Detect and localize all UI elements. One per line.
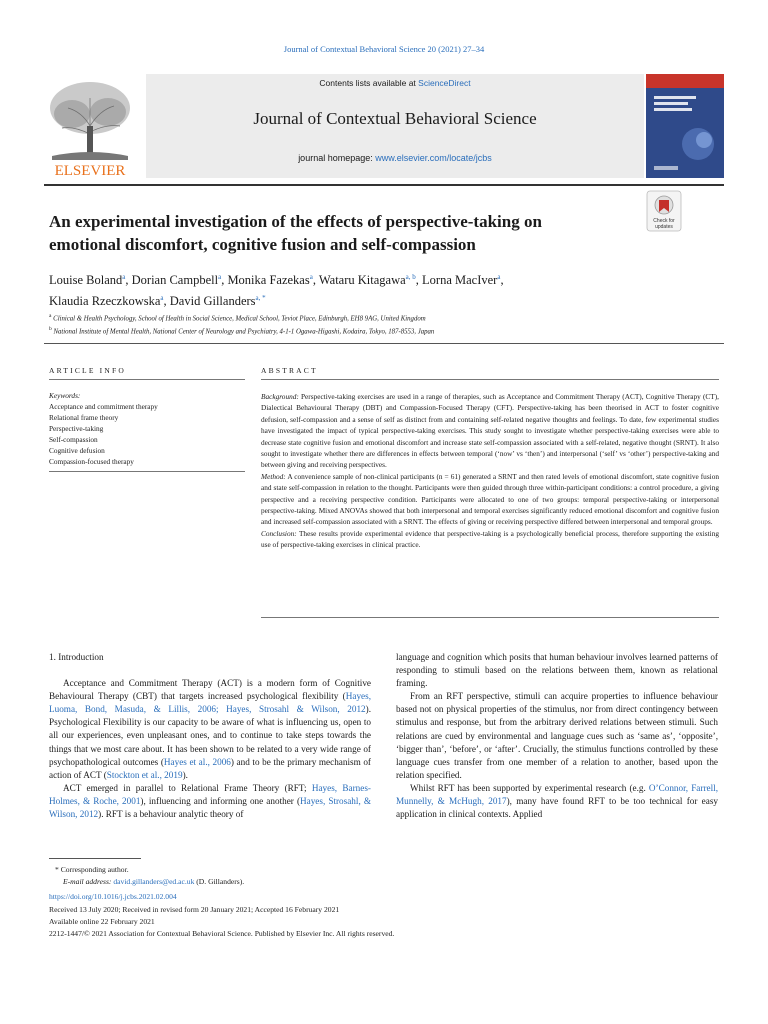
- body-text: Acceptance and Commitment Therapy (ACT) is a modern form of Cognitive Behavioural Therapy (CBT) that targets increased psychological flexibility (: [49, 678, 371, 702]
- journal-citation[interactable]: Journal of Contextual Behavioral Science 20 (2021) 27–34: [283, 44, 485, 54]
- body-paragraph: [49, 782, 371, 821]
- abstract-label: Background:: [261, 392, 299, 401]
- affiliation-label: a: [49, 313, 52, 319]
- affiliation-marker[interactable]: a: [218, 273, 222, 281]
- abstract-heading: ABSTRACT: [261, 366, 318, 375]
- abstract-paragraph: These results provide experimental evidence that perspective-taking is a psychologically beneficial process, therefore supporting the existing use of perspective-taking exercises in clinical practice.: [261, 528, 719, 550]
- affiliation-marker[interactable]: a, b: [405, 273, 416, 281]
- keywords-bottom-rule: [49, 471, 245, 472]
- abstract-conclusion: [261, 528, 719, 551]
- keyword: Perspective-taking: [49, 424, 104, 433]
- citation-link[interactable]: Stockton et al., 2019: [106, 769, 183, 780]
- abstract-label: Conclusion:: [261, 528, 297, 538]
- affiliation: [49, 324, 729, 337]
- citation-link[interactable]: O’Connor, Farrell, Munnelly, & McHugh, 2017: [396, 782, 718, 807]
- keyword: Relational frame theory: [49, 413, 119, 422]
- homepage-line: [146, 153, 644, 163]
- citation-link[interactable]: Hayes, Luoma, Bond, Masuda, & Lillis, 2006; Hayes, Strosahl & Wilson, 2012: [49, 691, 371, 715]
- citation-link[interactable]: Hayes, Barnes-Holmes, & Roche, 2001: [49, 782, 371, 806]
- keywords-block: [49, 390, 245, 467]
- masthead-rule: [44, 184, 724, 186]
- abstract-rule: [261, 379, 719, 380]
- email-suffix: (D. Gillanders).: [194, 877, 245, 887]
- elsevier-wordmark: ELSEVIER: [54, 163, 126, 178]
- affiliation-marker[interactable]: a: [309, 273, 313, 281]
- keyword: Acceptance and commitment therapy: [49, 402, 158, 411]
- abstract-paragraph: A convenience sample of non-clinical participants (n = 61) generated a SRNT and then rated levels of emotional discomfort, state cognitive fusion and state self-compassion in relation to the thought. Participants were then guided through three within-participant conditions: a control procedure, a giving perspective and a receiving perspective condition. Participants were allocated to one of two groups: temporal perspective-taking or interpersonal perspective-taking. Mixed ANOVAs showed that both interpersonal and temporal exercises significantly reduced emotional discomfort and cognitive fusion and increased self-compassion associated with a SRNT. The effects of giving or receiving perspective differed between interpersonal and temporal groups.: [261, 471, 719, 527]
- corresponding-author-note: * Corresponding author.: [55, 865, 129, 874]
- citation-link[interactable]: Hayes, Strosahl, & Wilson, 2012: [49, 795, 371, 820]
- body-paragraph: [396, 782, 718, 821]
- affiliation: [49, 311, 729, 324]
- abstract-method: [261, 471, 719, 528]
- abstract-text: [261, 391, 719, 551]
- body-text: ) and to be the primary mechanism of action of ACT (: [49, 756, 371, 780]
- keyword: Compassion-focused therapy: [49, 457, 134, 466]
- sciencedirect-link[interactable]: ScienceDirect: [418, 78, 471, 88]
- abstract-paragraph: Perspective-taking exercises are used in a range of therapies, such as Acceptance and Commitment Therapy (ACT), Cognitive Therapy (CT), Dialectical Behavioural Therapy (DBT) and Compassion-Focused Therapy (CFT). Perspective-taking has been theorised in ACT to foster cognitive defusion, self-compassion and a sense of self as distinct from and containing self-related negative thoughts and feelings. To date, few experimental studies have investigated the impact of typical perspective-taking exercises. This study sought to investigate whether perspective-taking exercises were able to decrease state cognitive fusion and emotional discomfort and increase state self-compassion associated with a self-related, negative thought (SRNT). It also sought to investigate whether there are differences in effects between temporal (‘now’ vs ‘then’) and interpersonal (‘self’ vs ‘other’) perspective-taking and between giving and receiving perspectives.: [261, 392, 719, 470]
- affiliation-label: b: [49, 326, 52, 333]
- author-name: Louise Boland: [49, 273, 123, 288]
- affiliation-marker[interactable]: a, *: [255, 294, 266, 303]
- article-info-rule: [49, 379, 245, 380]
- affiliation-marker[interactable]: a: [122, 273, 126, 281]
- affiliation-marker[interactable]: a: [497, 273, 501, 281]
- body-text: ), many have found RFT to be too technical for easy application in clinical contexts. Applied: [396, 796, 718, 820]
- abstract-bottom-rule: [261, 617, 719, 618]
- footnote-rule: [49, 858, 141, 859]
- journal-name: Journal of Contextual Behavioral Science: [253, 109, 537, 128]
- journal-masthead: [44, 74, 724, 178]
- body-column-left: [49, 651, 371, 821]
- doi-link[interactable]: https://doi.org/10.1016/j.jcbs.2021.02.004: [49, 892, 177, 902]
- email-line: [49, 876, 719, 888]
- keyword: Cognitive defusion: [49, 446, 105, 455]
- authors-line-1: Louise Boland$^a$, Dorian Campbell$^a$, Monika Fazekas$^a$, Wataru Kitagawa$^{a, b}$, Lorna MacIver$^a$,: [49, 273, 504, 288]
- authors-line-2: Klaudia Rzeczkowska$^a$, David Gillanders$^{a, *}$: [49, 294, 266, 309]
- contents-prefix: Contents lists available at: [319, 78, 419, 88]
- header-bottom-rule: [44, 343, 724, 344]
- check-for-updates-badge[interactable]: [646, 190, 682, 232]
- available-online: Available online 22 February 2021: [49, 916, 155, 926]
- email-label: E-mail address:: [63, 877, 112, 887]
- body-text: ), influencing and informing one another (: [140, 795, 300, 806]
- author-name: Wataru Kitagawa: [318, 273, 406, 288]
- affiliations: [49, 311, 729, 338]
- author-name: Klaudia Rzeczkowska: [49, 294, 161, 309]
- body-text: Whilst RFT has been supported by experimental research (e.g.: [410, 782, 649, 793]
- article-title: An experimental investigation of the effects of perspective-taking on emotional discomfort, cognitive fusion and self-compassion: [49, 212, 542, 254]
- body-paragraph: language and cognition which posits that human behaviour involves learned patterns of responding to stimuli based on the relations between them, known as relational framing.: [396, 652, 718, 689]
- body-text: ). RFT is a behaviour analytic theory of: [98, 809, 244, 820]
- citation-link[interactable]: Hayes et al., 2006: [163, 756, 231, 767]
- email-link[interactable]: david.gillanders@ed.ac.uk: [113, 877, 195, 887]
- body-column-right: [396, 651, 718, 821]
- body-text: ACT emerged in parallel to Relational Frame Theory (RFT;: [63, 782, 312, 793]
- svg-text:updates: updates: [655, 224, 673, 230]
- author-name: Monika Fazekas: [227, 273, 310, 288]
- keyword: Self-compassion: [49, 435, 98, 444]
- keywords-label: Keywords:: [49, 391, 81, 400]
- author-name: Lorna MacIver: [422, 273, 498, 288]
- contents-line: [146, 78, 644, 88]
- footnotes: [49, 864, 719, 940]
- received-dates: Received 13 July 2020; Received in revised form 20 January 2021; Accepted 16 February 2021: [49, 904, 340, 914]
- abstract-background: [261, 391, 719, 471]
- author-list: [49, 268, 669, 310]
- abstract-label: Method:: [261, 471, 286, 481]
- copyright-line: 2212-1447/© 2021 Association for Contextual Behavioral Science. Published by Elsevier Inc. All rights reserved.: [49, 929, 395, 939]
- affiliation-marker[interactable]: a: [160, 294, 164, 303]
- journal-cover-thumbnail[interactable]: [646, 74, 724, 178]
- homepage-link[interactable]: www.elsevier.com/locate/jcbs: [375, 153, 492, 163]
- body-text: ).: [182, 769, 188, 780]
- affiliation-text: Clinical & Health Psychology, School of Health in Social Science, Medical School, Teviot Place, Edinburgh, EH8 9AG, United Kingdom: [53, 315, 426, 323]
- svg-text:Check for: Check for: [653, 218, 675, 224]
- article-info-heading: ARTICLE INFO: [49, 366, 126, 375]
- body-paragraph: From an RFT perspective, stimuli can acquire properties to influence behaviour based not on physical properties of the stimulus, nor from direct contingency between stimulus and response, but from the arbitrary derived relations between stimuli. Such relations are cued by environmental and language cues such as ‘same as’, ‘opposite’, ‘bigger than’, ‘before’, or ‘after’. Crucially, the stimulus functions controlled by these language cues transfer from one member of a relation to another, based upon the relation specified.: [396, 691, 718, 780]
- body-text: ). Psychological Flexibility is our capacity to be aware of what is influencing us, open to all our experiences, even unpleasant ones, and to continue to take steps towards the things that we most care about. It has been shown to be related to a very wide range of psychopathological outcomes (: [49, 704, 371, 767]
- author-name: David Gillanders: [169, 294, 256, 309]
- body-paragraph: [49, 677, 371, 782]
- homepage-prefix: journal homepage:: [298, 153, 376, 163]
- author-name: Dorian Campbell: [131, 273, 219, 288]
- section-heading: 1. Introduction: [49, 652, 104, 662]
- affiliation-text: National Institute of Mental Health, National Center of Neurology and Psychiatry, 4-1-1 Ogawa-Higashi, Kodaira, Tokyo, 187-8553, Japan: [53, 328, 435, 336]
- elsevier-tree-logo[interactable]: [44, 74, 136, 178]
